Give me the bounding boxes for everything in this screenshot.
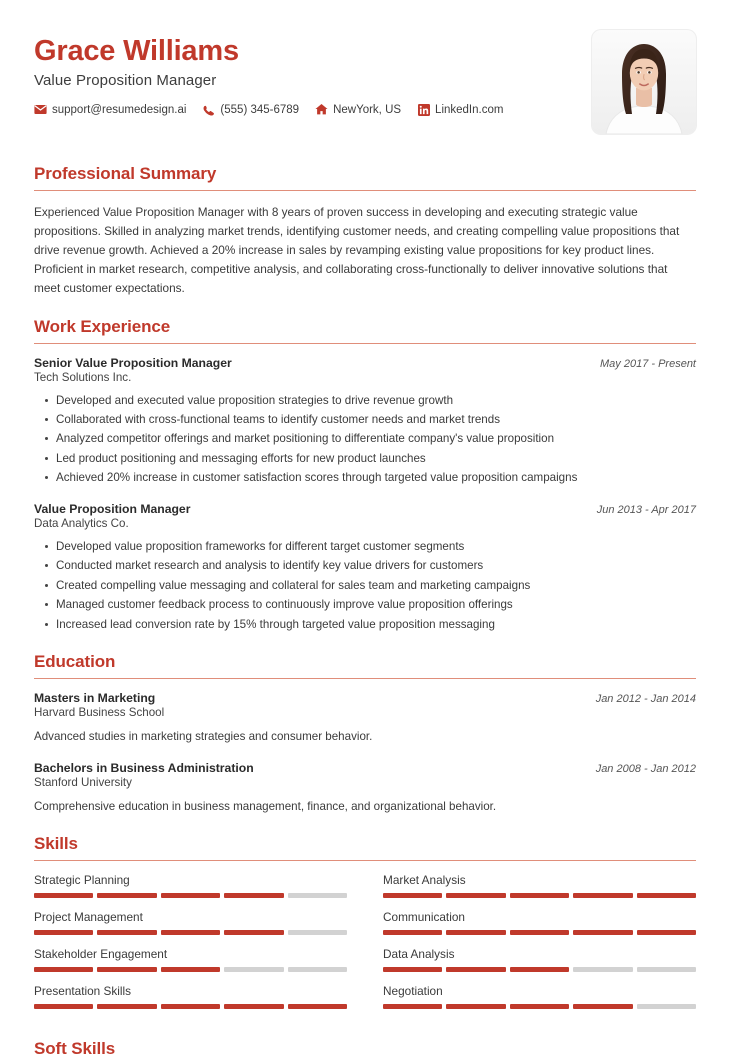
contact-linkedin[interactable]	[417, 103, 503, 116]
list-item: Developed and executed value proposition strategies to drive revenue growth	[56, 391, 696, 410]
experience-bullet-list	[34, 537, 696, 634]
section-divider	[34, 343, 696, 344]
skill-rating-segment	[383, 1004, 442, 1009]
experience-entry	[34, 502, 696, 634]
skill-name: Data Analysis	[383, 947, 455, 962]
experience-entry-head	[34, 502, 696, 516]
skill-item	[34, 984, 347, 1021]
experience-date: May 2017 - Present	[600, 357, 696, 370]
skill-name: Communication	[383, 910, 465, 925]
skill-rating-segment	[637, 1004, 696, 1009]
skill-rating-segment	[383, 893, 442, 898]
candidate-job-title: Value Proposition Manager	[34, 72, 217, 90]
skill-rating-segment	[161, 893, 220, 898]
skill-item	[383, 984, 696, 1021]
skill-rating-segment	[383, 967, 442, 972]
section-professional-summary	[34, 164, 696, 299]
skill-item	[34, 910, 347, 947]
education-description: Comprehensive education in business management, finance, and organizational behavior.	[34, 799, 497, 813]
skill-rating-segment	[224, 893, 283, 898]
skill-rating-bar	[383, 930, 696, 935]
skill-item	[34, 947, 347, 984]
contact-location[interactable]	[315, 103, 401, 116]
list-item: Led product positioning and messaging efforts for new product launches	[56, 449, 696, 468]
skill-rating-segment	[97, 1004, 156, 1009]
skill-name: Strategic Planning	[34, 873, 130, 888]
skill-rating-segment	[34, 893, 93, 898]
education-entry	[34, 691, 696, 747]
education-degree: Masters in Marketing	[34, 691, 156, 706]
section-divider	[34, 860, 696, 861]
education-description: Advanced studies in marketing strategies and consumer behavior.	[34, 730, 373, 744]
skill-item	[34, 873, 347, 910]
section-divider	[34, 190, 696, 191]
section-title-education: Education	[34, 652, 116, 672]
section-title-soft-skills: Soft Skills	[34, 1039, 116, 1059]
education-school: Stanford University	[34, 775, 132, 789]
section-skills	[34, 834, 696, 1021]
skill-name: Market Analysis	[383, 873, 466, 888]
skill-rating-segment	[161, 967, 220, 972]
section-title-summary: Professional Summary	[34, 164, 217, 183]
skill-rating-bar	[34, 893, 347, 898]
section-education	[34, 652, 696, 816]
experience-entry	[34, 356, 696, 488]
skill-rating-segment	[161, 930, 220, 935]
list-item: Collaborated with cross-functional teams to identify customer needs and market trends	[56, 410, 696, 429]
education-degree: Bachelors in Business Administration	[34, 760, 254, 775]
education-entry-head	[34, 761, 696, 775]
experience-date: Jun 2013 - Apr 2017	[596, 503, 696, 516]
skill-rating-segment	[383, 930, 442, 935]
skill-rating-segment	[224, 1004, 283, 1009]
experience-role: Senior Value Proposition Manager	[34, 355, 232, 370]
profile-photo	[592, 30, 696, 134]
skill-item	[383, 947, 696, 984]
contact-email[interactable]	[34, 103, 186, 116]
list-item: Managed customer feedback process to continuously improve value proposition offerings	[56, 595, 696, 614]
skill-rating-segment	[510, 893, 569, 898]
education-school: Harvard Business School	[34, 706, 165, 720]
skill-rating-segment	[446, 930, 505, 935]
skill-rating-segment	[34, 967, 93, 972]
experience-company: Data Analytics Co.	[34, 516, 129, 530]
education-entry-head	[34, 691, 696, 705]
contact-phone[interactable]	[202, 103, 299, 116]
candidate-name: Grace Williams	[34, 35, 239, 67]
skill-rating-segment	[446, 893, 505, 898]
list-item: Achieved 20% increase in customer satisfaction scores through targeted value proposition campaigns	[56, 468, 696, 487]
resume-header	[34, 30, 696, 134]
skill-rating-segment	[637, 930, 696, 935]
list-item: Developed value proposition frameworks for different target customer segments	[56, 537, 696, 556]
header-text-block	[34, 30, 574, 116]
list-item: Increased lead conversion rate by 15% through targeted value proposition messaging	[56, 615, 696, 634]
education-date: Jan 2008 - Jan 2012	[595, 762, 696, 775]
skill-rating-bar	[383, 893, 696, 898]
phone-icon	[202, 103, 215, 116]
skill-rating-segment	[288, 1004, 347, 1009]
skill-rating-bar	[34, 1004, 347, 1009]
skill-name: Project Management	[34, 910, 143, 925]
education-entry	[34, 761, 696, 817]
skill-item	[383, 910, 696, 947]
contact-phone-label: (555) 345-6789	[220, 103, 300, 116]
skill-rating-segment	[510, 930, 569, 935]
skill-rating-segment	[97, 930, 156, 935]
skill-rating-bar	[383, 967, 696, 972]
skill-rating-segment	[288, 967, 347, 972]
home-icon	[315, 103, 328, 116]
skill-rating-segment	[446, 1004, 505, 1009]
skill-rating-segment	[573, 967, 632, 972]
skill-rating-segment	[288, 893, 347, 898]
skill-rating-segment	[573, 1004, 632, 1009]
contact-linkedin-label: LinkedIn.com	[435, 103, 504, 116]
envelope-icon	[34, 103, 47, 116]
experience-entry-head	[34, 356, 696, 370]
skill-rating-segment	[288, 930, 347, 935]
contact-email-label: support@resumedesign.ai	[52, 103, 187, 116]
skill-rating-segment	[510, 967, 569, 972]
list-item: Conducted market research and analysis to identify key value drivers for customers	[56, 556, 696, 575]
skill-name: Stakeholder Engagement	[34, 947, 168, 962]
skill-rating-segment	[573, 893, 632, 898]
list-item: Analyzed competitor offerings and market positioning to differentiate company's value proposition	[56, 429, 696, 448]
skill-rating-segment	[97, 967, 156, 972]
skill-rating-segment	[573, 930, 632, 935]
skill-rating-bar	[34, 967, 347, 972]
skill-rating-segment	[510, 1004, 569, 1009]
skill-rating-segment	[637, 967, 696, 972]
skill-name: Presentation Skills	[34, 984, 132, 999]
skill-item	[383, 873, 696, 910]
section-work-experience	[34, 317, 696, 635]
skill-rating-segment	[224, 930, 283, 935]
linkedin-icon	[417, 103, 430, 116]
skill-rating-segment	[446, 967, 505, 972]
section-soft-skills	[34, 1039, 696, 1059]
contact-location-label: NewYork, US	[333, 103, 402, 116]
skill-rating-bar	[383, 1004, 696, 1009]
experience-bullet-list	[34, 391, 696, 488]
education-date: Jan 2012 - Jan 2014	[595, 693, 696, 706]
experience-role: Value Proposition Manager	[34, 501, 191, 516]
section-title-skills: Skills	[34, 834, 78, 854]
skill-rating-segment	[161, 1004, 220, 1009]
skill-rating-bar	[34, 930, 347, 935]
skill-rating-segment	[34, 930, 93, 935]
summary-paragraph: Experienced Value Proposition Manager with 8 years of proven success in developing and executing strategic value propositions. Skilled in analyzing market trends, identifying customer needs, and creating compelling value propositions that drive revenue growth. Achieved a 20% increase in sales by revamping existing value propositions for key product lines. Proficient in market research, competitive analysis, and collaborating cross-functionally to deliver innovative solutions that meet customer expectations.	[34, 205, 680, 296]
section-title-experience: Work Experience	[34, 316, 171, 336]
contact-row	[34, 103, 574, 116]
skills-grid	[34, 873, 696, 1021]
list-item: Created compelling value messaging and collateral for sales team and marketing campaigns	[56, 576, 696, 595]
experience-company: Tech Solutions Inc.	[34, 370, 132, 384]
skill-name: Negotiation	[383, 984, 443, 999]
skill-rating-segment	[97, 893, 156, 898]
section-divider	[34, 678, 696, 679]
skill-rating-segment	[224, 967, 283, 972]
skill-rating-segment	[34, 1004, 93, 1009]
skill-rating-segment	[637, 893, 696, 898]
